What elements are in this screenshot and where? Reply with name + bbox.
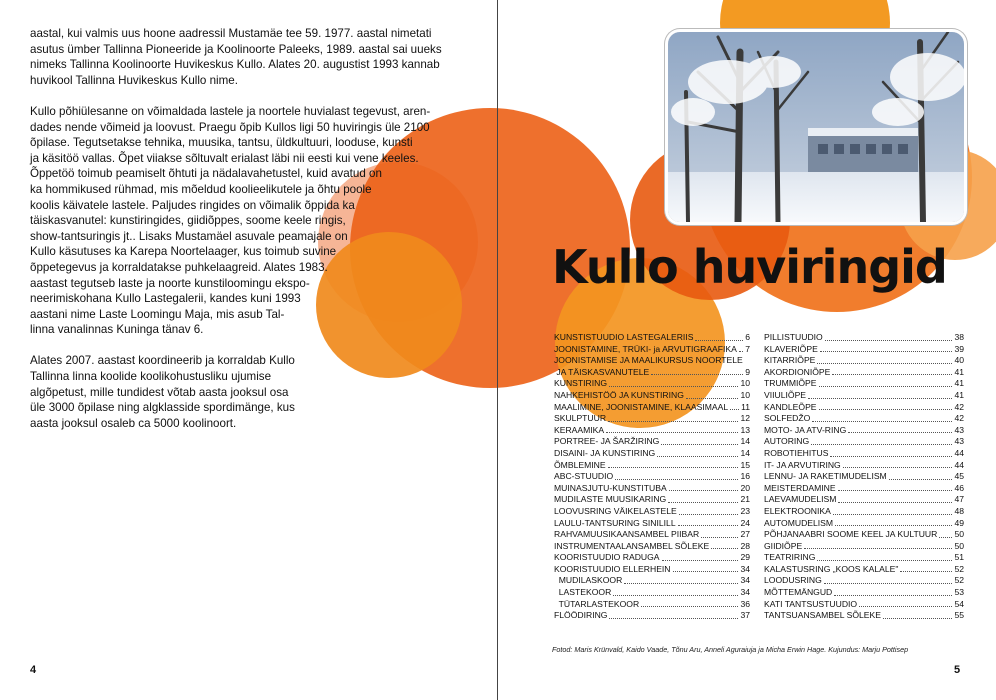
toc-leader-dots — [825, 340, 953, 341]
toc-entry — [764, 587, 964, 599]
toc-entry-label: KOORISTUUDIO RADUGA — [554, 552, 660, 563]
toc-entry-label: LOODUSRING — [764, 575, 822, 586]
toc-entry-label: KUNSTISTUUDIO LASTEGALERIIS — [554, 332, 694, 342]
toc-leader-dots — [608, 467, 739, 468]
toc-entry-label: IT- JA ARVUTIRING — [764, 459, 841, 470]
toc-leader-dots — [686, 398, 739, 399]
toc-entry-label: MÕTTEMÄNGUD — [764, 587, 833, 598]
toc-entry — [764, 564, 964, 576]
toc-entry-page: 6 — [745, 332, 750, 342]
toc-entry-page: 16 — [740, 471, 750, 482]
toc-entry-label: KUNSTIRING — [554, 378, 607, 389]
toc-leader-dots — [739, 351, 743, 352]
toc-leader-dots — [834, 595, 952, 596]
toc-entry — [554, 402, 750, 414]
toc-entry — [764, 494, 964, 506]
toc-leader-dots — [695, 340, 743, 341]
toc-entry-page: 37 — [740, 610, 750, 621]
toc-entry-page: 55 — [954, 610, 964, 621]
toc-leader-dots — [609, 618, 738, 619]
toc-entry — [554, 529, 750, 541]
toc-entry — [764, 402, 964, 414]
toc-entry-label: AUTORING — [764, 436, 810, 447]
toc-entry-page: 43 — [954, 424, 964, 435]
toc-entry — [764, 610, 964, 622]
toc-entry-label: KATI TANTSUSTUUDIO — [764, 598, 858, 609]
toc-leader-dots — [701, 537, 738, 538]
toc-entry-label: KITARRIÕPE — [764, 355, 816, 366]
toc-entry-page: 45 — [954, 471, 964, 482]
toc-entry-label: SOLFEDŽO — [764, 413, 811, 424]
toc-entry — [554, 355, 750, 367]
toc-entry-page: 43 — [954, 436, 964, 447]
left-page-body — [30, 26, 470, 447]
toc-entry — [764, 448, 964, 460]
toc-entry-label: DISAINI- JA KUNSTIRING — [554, 447, 656, 458]
toc-entry — [764, 575, 964, 587]
toc-entry-page: 41 — [954, 378, 964, 389]
toc-leader-dots — [669, 490, 739, 491]
toc-entry-label: LAEVAMUDELISM — [764, 494, 837, 505]
toc-leader-dots — [730, 409, 739, 410]
toc-entry-label: MUINASJUTU-KUNSTITUBA — [554, 482, 667, 493]
toc-entry-page: 20 — [740, 482, 750, 493]
toc-entry-page: 34 — [740, 563, 750, 574]
toc-leader-dots — [830, 456, 952, 457]
toc-entry-page: 44 — [954, 447, 964, 458]
toc-entry-page: 42 — [954, 401, 964, 412]
toc-leader-dots — [678, 525, 739, 526]
toc-entry — [554, 610, 750, 622]
toc-leader-dots — [833, 514, 953, 515]
cover-photo — [668, 32, 964, 222]
paragraph-mission: Kullo põhiülesanne on võimaldada lastele ja noortele huvialast tegevust, aren- dades nende võimeid ja loovust. Praegu õpib Kullos ligi 50 huviringis üle 2100 õpilase. Tegutsetakse tehnika, muusika, tantsu, üldkultuuri, looduse, kunsti ja käsitöö vallas. Õpet viiakse sõltuvalt erialast läbi nii eesti kui vene keeles. Õppetöö toimub peamiselt õhtuti ja nädalavahetustel, kuid avatud on ka hommikused rühmad, mis mõeldud koolieelikutele ja õhtu poole koolis käivatele lastele. Paljudes ringides on võimalik õppida ka täiskasvanutel: kunstiringides, giidiõppes, soome keele ringis, show-tantsuringis jt.. Lisaks Mustamäel asuvale peamajale on Kullo käsutuses ka Karepa Noortelaager, kus toimub suvine õppetegevus ja korraldatakse puhkelaagreid. Alates 1983. aastast tegutseb laste ja noorte kunstiloomingu ekspo- neerimiskohana Kullo Lastegalerii, kandes kuni 1993 aastani nime Laste Loomingu Maja, mis asub Tal- linna vanalinnas Kuninga tänav 6. — [30, 104, 431, 337]
toc-entry-page: 48 — [954, 505, 964, 516]
toc-entry — [554, 575, 750, 587]
toc-entry-label: MUDILASKOOR — [554, 575, 623, 586]
toc-entry — [764, 344, 964, 356]
toc-entry-page: 10 — [740, 389, 750, 400]
toc-entry-label: LENNU- JA RAKETIMUDELISM — [764, 471, 887, 482]
toc-entry — [554, 564, 750, 576]
toc-leader-dots — [608, 421, 738, 422]
toc-entry-page: 29 — [740, 552, 750, 563]
toc-entry — [554, 436, 750, 448]
toc-leader-dots — [820, 351, 953, 352]
winter-scene-image — [668, 32, 964, 222]
toc-entry-page: 38 — [954, 332, 964, 342]
toc-entry-page: 21 — [740, 494, 750, 505]
toc-leader-dots — [889, 479, 953, 480]
toc-entry — [554, 390, 750, 402]
toc-entry — [554, 518, 750, 530]
toc-entry — [764, 436, 964, 448]
toc-entry-page: 34 — [740, 575, 750, 586]
toc-leader-dots — [824, 583, 953, 584]
toc-entry — [554, 599, 750, 611]
toc-leader-dots — [819, 386, 953, 387]
toc-entry-label: FLÖÖDIRING — [554, 610, 608, 621]
toc-leader-dots — [651, 374, 743, 375]
toc-entry-page: 34 — [740, 587, 750, 598]
toc-entry-page: 50 — [954, 529, 964, 540]
toc-entry — [554, 367, 750, 379]
paragraph-history: aastal, kui valmis uus hoone aadressil Mustamäe tee 59. 1977. aastal nimetati asutus ümber Tallinna Pioneeride ja Koolinoorte Paleeks, 1989. aastal sai uueks nimeks Tallinna Koolinoorte Huvikeskus Kullo. Alates 20. augustist 1993 kannab huvikool Tallinna Huvikeskus Kullo nime. — [30, 27, 442, 87]
toc-entry-label: RAHVAMUUSIKAANSAMBEL PIIBAR — [554, 529, 700, 540]
toc-entry-label: JOONISTAMINE, TRÜKI- ja ARVUTIGRAAFIKA — [554, 343, 737, 354]
toc-leader-dots — [883, 618, 952, 619]
toc-entry-label: MUDILASTE MUUSIKARING — [554, 494, 667, 505]
toc-entry-page: 50 — [954, 540, 964, 551]
toc-entry — [764, 425, 964, 437]
toc-entry — [554, 425, 750, 437]
toc-entry — [554, 587, 750, 599]
toc-entry-label: LOOVUSRING VÄIKELASTELE — [554, 505, 677, 516]
toc-entry-label: PORTREE- JA ŠARŽIRING — [554, 436, 660, 447]
toc-entry-label: KLAVERIÕPE — [764, 343, 818, 354]
toc-leader-dots — [615, 479, 738, 480]
toc-entry-page: 39 — [954, 343, 964, 354]
toc-entry-label: PILLISTUUDIO — [764, 332, 823, 342]
toc-leader-dots — [662, 560, 739, 561]
toc-entry-label: ABC-STUUDIO — [554, 471, 614, 482]
toc-entry-page: 12 — [740, 413, 750, 424]
toc-entry — [764, 599, 964, 611]
toc-entry-page: 49 — [954, 517, 964, 528]
toc-entry-label: MEISTERDAMINE — [764, 482, 836, 493]
toc-entry-label: JA TÄISKASVANUTELE — [554, 366, 650, 377]
toc-leader-dots — [811, 444, 952, 445]
toc-entry — [764, 367, 964, 379]
toc-entry — [554, 483, 750, 495]
toc-leader-dots — [624, 583, 738, 584]
toc-entry-label: ELEKTROONIKA — [764, 505, 831, 516]
toc-entry — [554, 460, 750, 472]
toc-entry-label: MOTO- JA ATV-RING — [764, 424, 847, 435]
toc-leader-dots — [843, 467, 953, 468]
toc-entry-label: PÕHJANAABRI SOOME KEEL JA KULTUUR — [764, 529, 938, 540]
toc-entry-label: TÜTARLASTEKOOR — [554, 598, 640, 609]
toc-entry — [764, 413, 964, 425]
toc-entry — [554, 494, 750, 506]
toc-entry-page: 36 — [740, 598, 750, 609]
toc-entry-page: 46 — [954, 482, 964, 493]
toc-entry — [764, 483, 964, 495]
toc-entry-label: MAALIMINE, JOONISTAMINE, KLAASIMAAL — [554, 401, 729, 412]
page-number-right: 5 — [954, 664, 961, 676]
toc-leader-dots — [819, 409, 953, 410]
toc-entry — [764, 471, 964, 483]
photo-credits: Fotod: Maris Krünvald, Kaido Vaade, Tõnu Aru, Anneli Aguraiuja ja Micha Erwin Hage. Kujundus: Marju Pottisep — [552, 645, 909, 654]
toc-entry — [554, 506, 750, 518]
toc-column-left — [554, 332, 750, 622]
toc-entry — [764, 355, 964, 367]
toc-entry-page: 13 — [740, 424, 750, 435]
toc-entry — [554, 378, 750, 390]
toc-leader-dots — [838, 502, 952, 503]
toc-leader-dots — [641, 606, 738, 607]
toc-entry-page: 28 — [740, 540, 750, 551]
toc-leader-dots — [859, 606, 952, 607]
toc-entry-page: 51 — [954, 552, 964, 563]
toc-entry — [764, 378, 964, 390]
toc-entry-page: 42 — [954, 413, 964, 424]
toc-entry-label: AKORDIONIÕPE — [764, 366, 831, 377]
toc-entry-label: AUTOMUDELISM — [764, 517, 834, 528]
toc-entry — [764, 332, 964, 344]
toc-entry — [554, 541, 750, 553]
toc-entry-page: 53 — [954, 587, 964, 598]
toc-entry-label: VIIULIÕPE — [764, 389, 807, 400]
toc-entry — [554, 552, 750, 564]
toc-entry-page: 10 — [740, 378, 750, 389]
toc-entry — [764, 390, 964, 402]
toc-entry — [554, 344, 750, 356]
toc-leader-dots — [817, 363, 952, 364]
toc-entry-page: 52 — [954, 563, 964, 574]
toc-entry-label: LASTEKOOR — [554, 587, 612, 598]
toc-entry-page: 9 — [745, 366, 750, 377]
toc-leader-dots — [673, 571, 739, 572]
toc-entry-page: 41 — [954, 389, 964, 400]
toc-entry-page: 52 — [954, 575, 964, 586]
toc-entry-page: 11 — [741, 401, 750, 412]
toc-entry — [764, 518, 964, 530]
toc-entry-label: KERAAMIKA — [554, 424, 605, 435]
toc-leader-dots — [606, 432, 738, 433]
toc-column-right — [764, 332, 964, 622]
toc-entry-label: NAHKEHISTÖÖ JA KUNSTIRING — [554, 389, 684, 400]
toc-entry — [764, 529, 964, 541]
toc-entry-label: JOONISTAMISE JA MAALIKURSUS NOORTELE — [554, 355, 743, 366]
toc-entry — [764, 541, 964, 553]
toc-entry-page: 27 — [740, 529, 750, 540]
toc-leader-dots — [835, 525, 952, 526]
toc-leader-dots — [900, 571, 952, 572]
toc-leader-dots — [838, 490, 953, 491]
toc-leader-dots — [661, 444, 738, 445]
toc-entry-label: LAULU-TANTSURING SINILILL — [554, 517, 676, 528]
toc-entry-label: TANTSUANSAMBEL SÕLEKE — [764, 610, 882, 621]
toc-leader-dots — [668, 502, 738, 503]
toc-leader-dots — [679, 514, 739, 515]
toc-entry-label: SKULPTUUR — [554, 413, 607, 424]
toc-entry — [554, 448, 750, 460]
toc-entry-page: 47 — [954, 494, 964, 505]
toc-entry-label: KALASTUSRING „KOOS KALALE" — [764, 563, 899, 574]
toc-entry — [764, 506, 964, 518]
toc-leader-dots — [711, 548, 738, 549]
toc-entry-label: ÕMBLEMINE — [554, 459, 606, 470]
toc-entry-page: 44 — [954, 459, 964, 470]
toc-entry — [764, 460, 964, 472]
toc-leader-dots — [848, 432, 952, 433]
toc-entry-page: 54 — [954, 598, 964, 609]
paragraph-swimming: Alates 2007. aastast koordineerib ja korraldab Kullo Tallinna linna koolide koolikohustusliku ujumise algõpetust, mille tundidest võtab aasta jooksul osa üle 3000 õpilase ning algklasside spordimänge, kus aasta jooksul osaleb ca 5000 koolinoort. — [30, 354, 295, 430]
toc-entry-label: KANDLEÕPE — [764, 401, 817, 412]
toc-entry-page: 24 — [740, 517, 750, 528]
toc-entry — [554, 332, 750, 344]
page-title: Kullo huviringid — [552, 240, 947, 294]
toc-entry-label: TRUMMIÕPE — [764, 378, 817, 389]
toc-leader-dots — [804, 548, 952, 549]
toc-entry-page: 40 — [954, 355, 964, 366]
toc-entry — [764, 552, 964, 564]
toc-leader-dots — [657, 456, 738, 457]
toc-entry-label: KOORISTUUDIO ELLERHEIN — [554, 563, 671, 574]
toc-entry-page: 23 — [740, 505, 750, 516]
toc-entry-page: 14 — [740, 436, 750, 447]
toc-entry — [554, 471, 750, 483]
toc-leader-dots — [812, 421, 952, 422]
toc-leader-dots — [939, 537, 952, 538]
toc-leader-dots — [832, 374, 952, 375]
toc-entry — [554, 413, 750, 425]
toc-entry-page: 7 — [745, 343, 750, 354]
toc-leader-dots — [808, 398, 952, 399]
page-number-left: 4 — [30, 664, 37, 676]
toc-entry-page: 14 — [740, 447, 750, 458]
toc-entry-page: 15 — [740, 459, 750, 470]
toc-leader-dots — [817, 560, 952, 561]
toc-entry-label: ROBOTIEHITUS — [764, 447, 829, 458]
toc-entry-label: GIIDIÕPE — [764, 540, 803, 551]
toc-leader-dots — [613, 595, 738, 596]
toc-entry-page: 41 — [954, 366, 964, 377]
toc-entry-label: INSTRUMENTAALANSAMBEL SÕLEKE — [554, 540, 710, 551]
toc-entry-label: TEATRIRING — [764, 552, 816, 563]
toc-leader-dots — [609, 386, 738, 387]
page-gutter — [497, 0, 498, 700]
